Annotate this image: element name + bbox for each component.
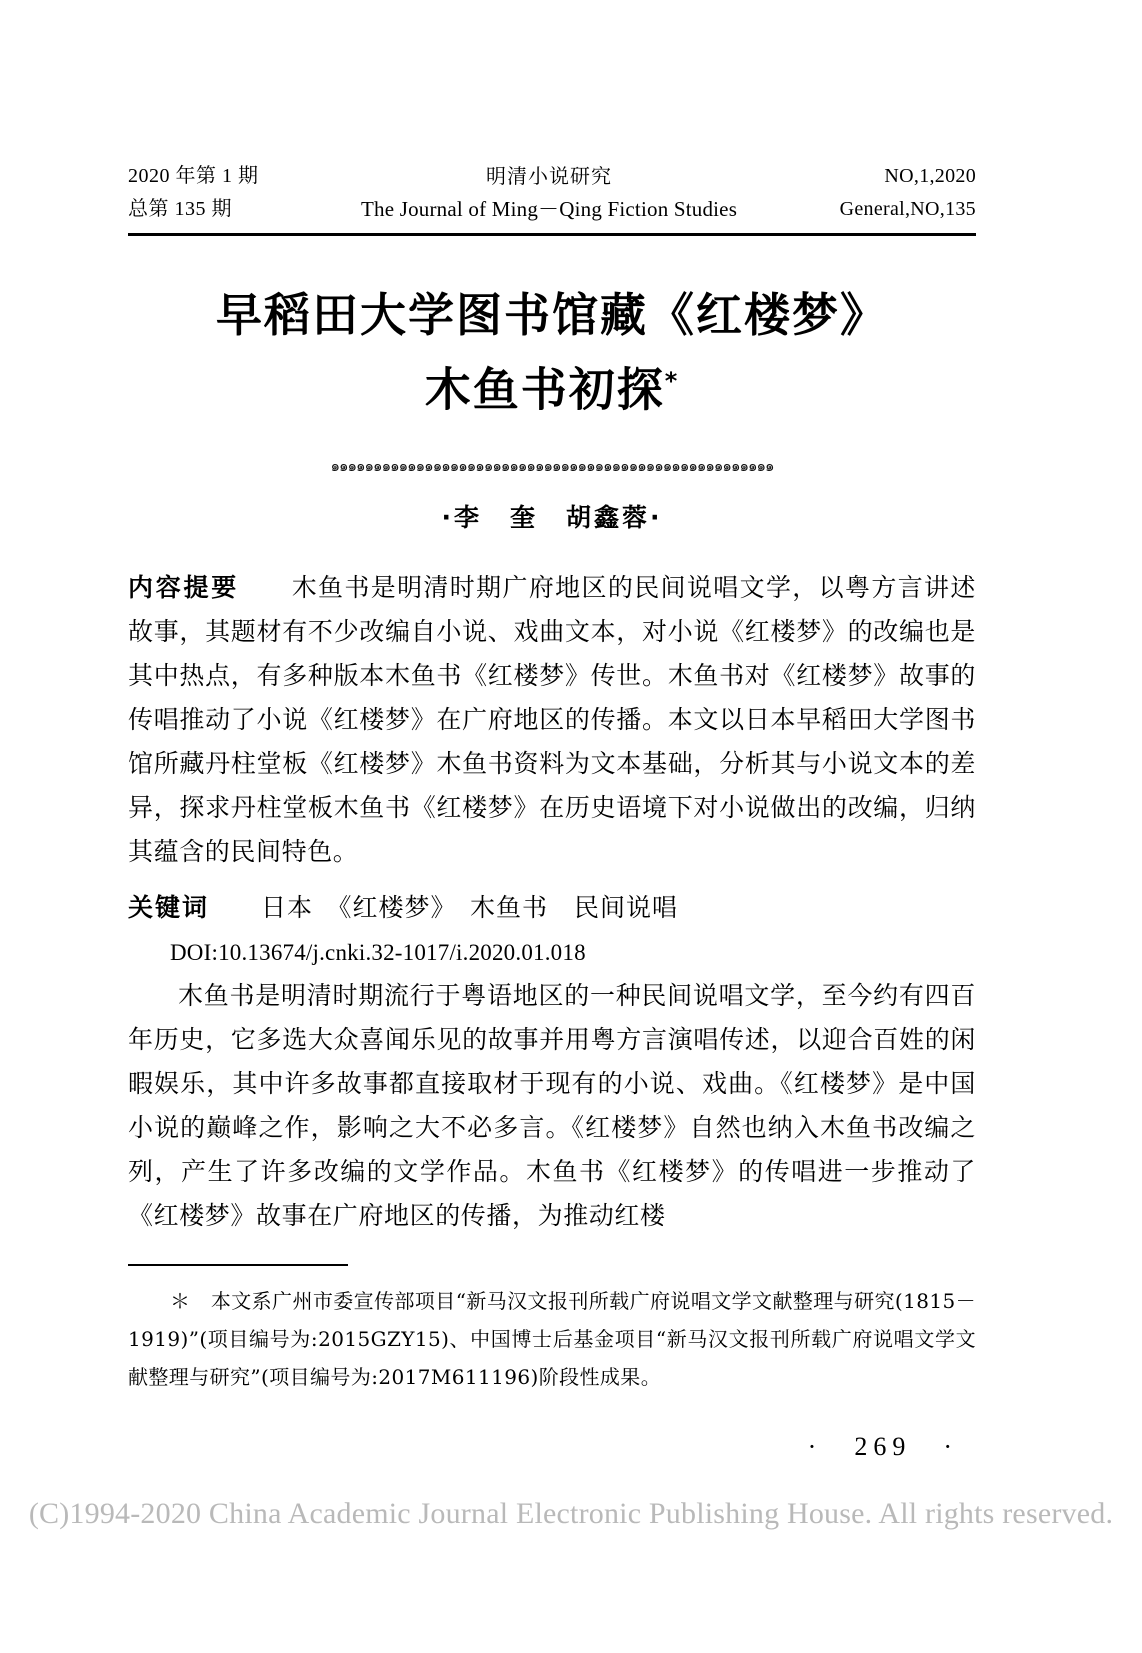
general-number-en: General,NO,135	[839, 198, 976, 220]
article-title-line2-text: 木鱼书初探	[424, 362, 665, 417]
keywords-text: 日本 《红楼梦》 木鱼书 民间说唱	[209, 893, 679, 923]
body-paragraph: 木鱼书是明清时期流行于粤语地区的一种民间说唱文学，至今约有四百年历史，它多选大众喜闻乐见的故事并用粤方言演唱传述，以迎合百姓的闲暇娱乐，其中许多故事都直接取材于现有的小说、戏曲。《红楼梦》是中国小说的巅峰之作，影响之大不必多言。《红楼梦》自然也纳入木鱼书改编之列，产生了许多改编的文学作品。木鱼书《红楼梦》的传唱进一步推动了《红楼梦》故事在广府地区的传播，为推动红楼	[128, 981, 976, 1231]
keywords-line	[128, 886, 976, 930]
issue-number-en: NO,1,2020	[884, 165, 976, 187]
decorative-divider: ๑๑๑๑๑๑๑๑๑๑๑๑๑๑๑๑๑๑๑๑๑๑๑๑๑๑๑๑๑๑๑๑๑๑๑๑๑๑๑๑๑๑๑๑๑๑๑๑๑๑๑๑	[330, 457, 774, 473]
article-title	[128, 282, 976, 422]
issue-serial-line: 总第 135 期	[128, 198, 232, 220]
author-list: ·李 奎 胡鑫蓉·	[441, 503, 663, 533]
page-number: · 269 ·	[807, 1432, 958, 1462]
running-head	[128, 160, 976, 226]
running-head-left	[128, 160, 259, 226]
abstract-text: 木鱼书是明清时期广府地区的民间说唱文学，以粤方言讲述故事，其题材有不少改编自小说、戏曲文本，对小说《红楼梦》的改编也是其中热点，有多种版本木鱼书《红楼梦》传世。木鱼书对《红楼梦》故事的传唱推动了小说《红楼梦》在广府地区的传播。本文以日本早稻田大学图书馆所藏丹柱堂板《红楼梦》木鱼书资料为文本基础，分析其与小说文本的差异，探求丹柱堂板木鱼书《红楼梦》在历史语境下对小说做出的改编，归纳其蕴含的民间特色。	[128, 573, 976, 867]
article-title-line1: 早稻田大学图书馆藏《红楼梦》	[216, 288, 888, 342]
issue-year-line: 2020 年第 1 期	[128, 165, 259, 187]
copyright-notice: (C)1994-2020 China Academic Journal Electronic Publishing House. All rights reserved.	[28, 1497, 1114, 1530]
journal-title-en: The Journal of Ming－Qing Fiction Studies	[361, 197, 738, 221]
running-head-right	[840, 160, 976, 226]
article-title-line2	[128, 348, 976, 422]
page-content	[128, 160, 976, 1463]
journal-title-cn: 明清小说研究	[486, 164, 613, 188]
keywords-label: 关键词	[128, 893, 210, 923]
doi-line: DOI:10.13674/j.cnki.32-1017/i.2020.01.018	[170, 940, 586, 966]
abstract-label: 内容提要	[128, 573, 239, 603]
footnote-divider	[128, 1264, 348, 1266]
header-divider	[128, 233, 976, 236]
abstract-paragraph	[128, 566, 976, 874]
title-footnote-marker: *	[664, 367, 680, 395]
footnote-text: ＊ 本文系广州市委宣传部项目“新马汉文报刊所载广府说唱文学文献整理与研究(1815－1919)”(项目编号为:2015GZY15)、中国博士后基金项目“新马汉文报刊所载广府说唱文学文献整理与研究”(项目编号为:2017M611196)阶段性成果。	[128, 1289, 976, 1390]
running-head-center	[259, 160, 840, 226]
